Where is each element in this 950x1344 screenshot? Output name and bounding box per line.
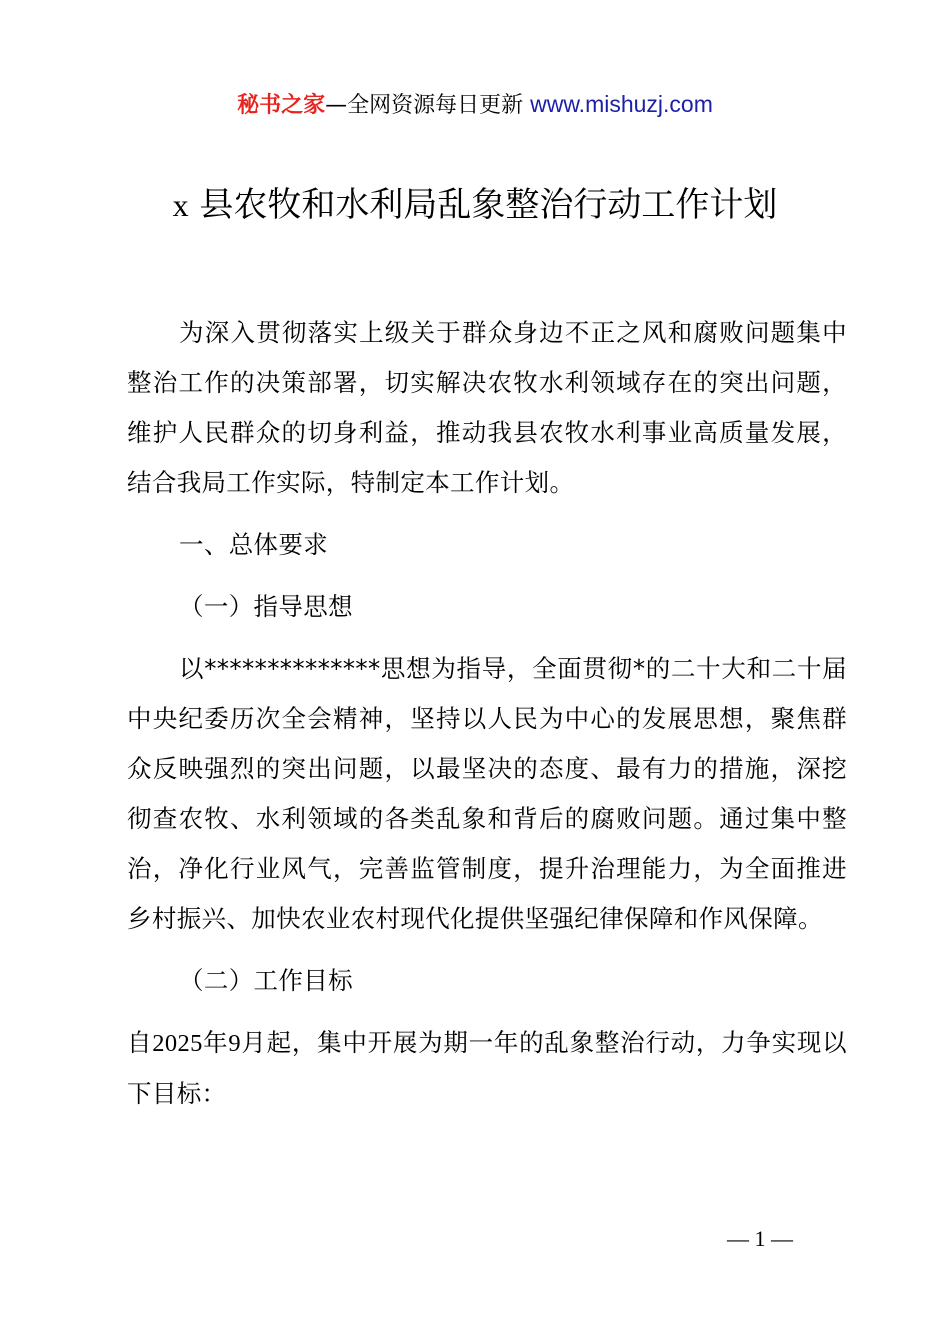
subsection-heading-work-goals: （二）工作目标	[179, 966, 353, 995]
guiding-ideology-paragraph: 以**************思想为指导，全面贯彻*的二十大和二十届中央纪委历次全会精神，坚持以人民为中心的发展思想，聚焦群众反映强烈的突出问题，以最坚决的态度、最有力的措施，深挖彻查农牧、水利领域的各类乱象和背后的腐败问题。通过集中整治，净化行业风气，完善监管制度，提升治理能力，为全面推进乡村振兴、加快农业农村现代化提供坚强纪律保障和作风保障。	[127, 654, 847, 933]
goals-month: 9	[228, 1030, 241, 1057]
subsection-heading-guiding-ideology: （一）指导思想	[179, 592, 353, 621]
title-prefix: x	[172, 187, 189, 223]
goals-text-rest: 月起，集中开展为期一年的乱象整治行动，力争实现以下目标：	[127, 1028, 847, 1108]
intro-paragraph: 为深入贯彻落实上级关于群众身边不正之风和腐败问题集中整治工作的决策部署，切实解决农牧水利领域存在的突出问题，维护人民群众的切身利益，推动我县农牧水利事业高质量发展，结合我局工作实际，特制定本工作计划。	[127, 318, 847, 497]
work-goals-paragraph	[127, 1018, 847, 1119]
site-banner	[0, 86, 950, 124]
banner-tagline: —全网资源每日更新	[325, 93, 531, 118]
document-title	[0, 180, 950, 230]
site-url-link[interactable]: www.mishuzj.com	[530, 91, 713, 117]
goals-year: 2025	[152, 1030, 203, 1057]
goals-text-start: 自	[127, 1028, 153, 1057]
document-body	[127, 308, 847, 1119]
goals-text-year-unit: 年	[202, 1028, 229, 1057]
title-text: 县农牧和水利局乱象整治行动工作计划	[199, 185, 778, 225]
brand-name: 秘书之家	[237, 93, 326, 118]
section-heading: 一、总体要求	[179, 530, 329, 559]
page-number: — 1 —	[727, 1226, 793, 1251]
